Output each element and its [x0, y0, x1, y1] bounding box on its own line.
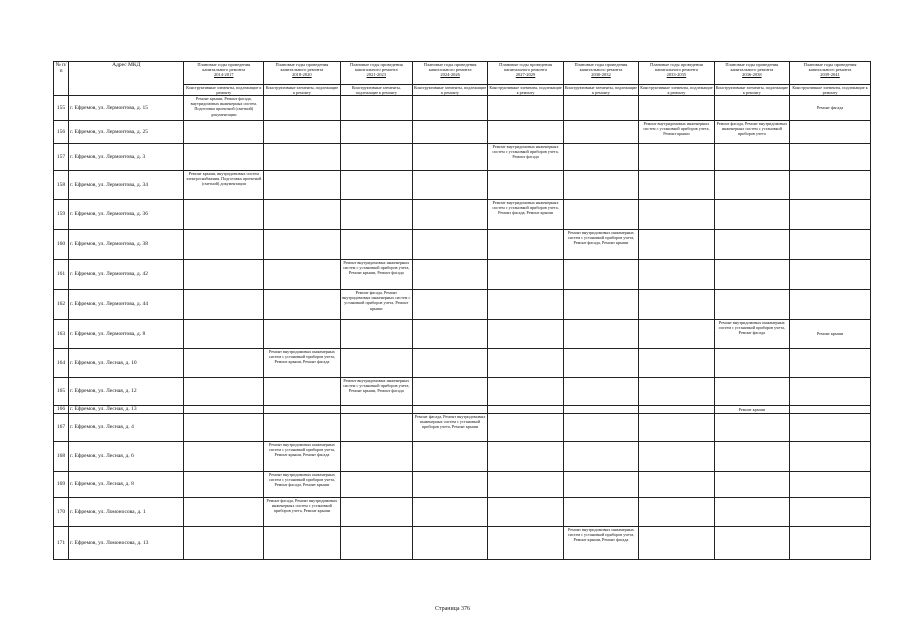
work-cell — [184, 472, 264, 498]
work-cell — [340, 200, 412, 230]
header-period-years: 2018-2020 — [292, 72, 312, 77]
work-cell — [264, 414, 341, 442]
header-subtitle: Конструктивные элементы, подлежащие к ремонту — [184, 85, 264, 96]
work-cell — [714, 260, 789, 290]
table-row — [54, 378, 871, 406]
table-row — [54, 260, 871, 290]
table-row — [54, 498, 871, 527]
work-cell — [714, 378, 789, 406]
work-cell — [412, 527, 487, 560]
work-cell — [714, 200, 789, 230]
row-number: 162 — [54, 290, 69, 320]
work-cell — [488, 320, 563, 349]
work-cell — [714, 498, 789, 527]
row-address: г. Ефремов, ул. Ломоносова, д. 13 — [69, 527, 184, 560]
work-cell — [184, 200, 264, 230]
work-cell: Ремонт внутридомовых инженерных систем с установкой приборов учета, Ремонт крыши, Ремонт фасада — [264, 349, 341, 378]
work-cell: Ремонт внутридомовых инженерных систем с установкой приборов учета, Ремонт фасада — [714, 320, 789, 349]
work-cell — [412, 442, 487, 472]
table-row — [54, 121, 871, 144]
work-cell — [340, 527, 412, 560]
work-cell — [340, 406, 412, 414]
work-cell — [412, 378, 487, 406]
page-number: Страница 376 — [434, 606, 471, 612]
header-period-label: Плановые годы проведения капитального ремонта — [499, 62, 552, 72]
work-cell: Ремонт внутридомовых инженерных систем с установкой приборов учета, Ремонт фасада, Ремонт крыши — [563, 230, 638, 260]
work-cell — [563, 260, 638, 290]
row-address: г. Ефремов, ул. Лермонтова, д. 42 — [69, 260, 184, 290]
work-cell — [488, 230, 563, 260]
work-cell — [563, 378, 638, 406]
header-period-label: Плановые годы проведения капитального ремонта — [803, 62, 857, 72]
work-cell — [184, 260, 264, 290]
work-cell — [412, 96, 487, 121]
work-cell — [488, 171, 563, 200]
work-cell — [488, 498, 563, 527]
work-cell — [790, 406, 871, 414]
work-cell — [714, 414, 789, 442]
work-cell — [563, 171, 638, 200]
row-number: 155 — [54, 96, 69, 121]
work-cell — [184, 144, 264, 171]
header-period-label: Плановые годы проведения капитального ремонта — [725, 62, 779, 72]
header-subtitle: Конструктивные элементы, подлежащие к ремонту — [264, 85, 341, 96]
header-period-years: 2033-2035 — [666, 72, 687, 77]
row-address: г. Ефремов, ул. Лермонтова, д. 3 — [69, 144, 184, 171]
work-cell: Ремонт внутридомовых инженерных систем с установкой приборов учета, Ремонт крыши, Ремонт фасада — [563, 527, 638, 560]
work-cell — [563, 121, 638, 144]
work-cell — [340, 349, 412, 378]
work-cell: Ремонт крыши, Ремонт фасада, внутридомовых инженерных систем. Подготовка проектной (сметной) документации — [184, 96, 264, 121]
row-address: г. Ефремов, ул. Лермонтова, д. 25 — [69, 121, 184, 144]
work-cell — [264, 144, 341, 171]
work-cell — [488, 406, 563, 414]
header-subtitle: Конструктивные элементы, подлежащие к ремонту — [640, 85, 713, 95]
work-cell — [264, 378, 341, 406]
row-number: 164 — [54, 349, 69, 378]
work-cell — [563, 498, 638, 527]
header-period-2021-2023 — [340, 62, 412, 85]
table-row — [54, 171, 871, 200]
work-cell — [563, 200, 638, 230]
header-period-label: Плановые годы проведения капитального ремонта — [197, 62, 251, 72]
work-cell — [488, 260, 563, 290]
table-row — [54, 414, 871, 442]
work-cell — [184, 378, 264, 406]
work-cell — [340, 442, 412, 472]
work-cell — [412, 200, 487, 230]
work-cell — [264, 96, 341, 121]
header-address: Адрес МКД — [69, 62, 184, 96]
work-cell — [264, 171, 341, 200]
work-cell — [488, 290, 563, 320]
work-cell — [790, 144, 871, 171]
work-cell: Ремонт фасада — [790, 96, 871, 121]
row-number: 156 — [54, 121, 69, 144]
header-num: № п/п — [54, 62, 69, 96]
work-cell — [184, 406, 264, 414]
header-period-2027-2029 — [488, 62, 563, 85]
work-cell — [639, 96, 714, 121]
work-cell — [412, 472, 487, 498]
work-cell — [790, 349, 871, 378]
work-cell — [184, 230, 264, 260]
row-number: 165 — [54, 378, 69, 406]
header-subtitle: Конструктивные элементы, подлежащие к ремонту — [413, 85, 487, 95]
work-cell — [639, 472, 714, 498]
work-cell — [714, 472, 789, 498]
work-cell — [790, 498, 871, 527]
work-cell — [184, 349, 264, 378]
work-cell — [264, 527, 341, 560]
header-period-label: Плановые годы проведения капитального ремонта — [574, 62, 628, 72]
header-period-2024-2026 — [412, 62, 487, 85]
work-cell — [264, 200, 341, 230]
work-cell — [639, 320, 714, 349]
work-cell — [412, 498, 487, 527]
work-cell — [488, 414, 563, 442]
work-cell — [639, 414, 714, 442]
work-cell — [488, 378, 563, 406]
work-cell — [412, 121, 487, 144]
work-cell — [340, 171, 412, 200]
header-period-2030-2032 — [563, 62, 638, 85]
row-number: 157 — [54, 144, 69, 171]
header-period-2033-2035 — [639, 62, 714, 85]
row-address: г. Ефремов, ул. Лермонтова, д. 44 — [69, 290, 184, 320]
header-period-years: 2039-2041 — [820, 72, 840, 77]
work-cell: Ремонт внутридомовых инженерных систем с установкой приборов учета, Ремонт крыши, Ремонт фасада — [340, 378, 412, 406]
work-cell — [340, 498, 412, 527]
header-period-label: Плановые годы проведения капитального ремонта — [275, 62, 329, 72]
work-cell — [639, 349, 714, 378]
row-address: г. Ефремов, ул. Лермонтова, д. 38 — [69, 230, 184, 260]
work-cell — [790, 200, 871, 230]
row-address: г. Ефремов, ул. Лермонтова, д. 8 — [69, 320, 184, 349]
row-address: г. Ефремов, ул. Лесная, д. 10 — [69, 349, 184, 378]
work-cell — [488, 527, 563, 560]
work-cell — [264, 406, 341, 414]
work-cell — [790, 290, 871, 320]
work-cell — [264, 230, 341, 260]
work-cell — [264, 121, 341, 144]
work-cell: Ремонт внутридомовых инженерных систем с установкой приборов учета, Ремонт фасада, Ремонт крыши — [488, 200, 563, 230]
table-row — [54, 406, 871, 414]
work-cell — [412, 230, 487, 260]
work-cell — [639, 498, 714, 527]
work-cell: Ремонт внутридомовых инженерных систем с установкой приборов учета, Ремонт фасада — [488, 144, 563, 171]
work-cell — [563, 472, 638, 498]
work-cell — [714, 290, 789, 320]
work-cell — [639, 260, 714, 290]
header-subtitle: Конструктивные элементы, подлежащие к ремонту — [489, 85, 562, 95]
row-number: 159 — [54, 200, 69, 230]
work-cell — [488, 96, 563, 121]
work-cell — [340, 320, 412, 349]
table-row — [54, 96, 871, 121]
row-number: 171 — [54, 527, 69, 560]
work-cell — [639, 290, 714, 320]
work-cell — [563, 320, 638, 349]
work-cell — [714, 527, 789, 560]
work-cell — [790, 414, 871, 442]
work-cell — [639, 171, 714, 200]
work-cell — [340, 472, 412, 498]
table-row — [54, 442, 871, 472]
work-cell: Ремонт крыши — [790, 320, 871, 349]
header-period-years: 2030-2032 — [591, 72, 611, 77]
work-cell — [488, 121, 563, 144]
row-number: 163 — [54, 320, 69, 349]
work-cell — [563, 96, 638, 121]
work-cell: Ремонт фасада, Ремонт внутридомовых инженерных систем с установкой приборов учета, Ремонт крыши — [412, 414, 487, 442]
work-cell — [563, 290, 638, 320]
work-cell — [639, 442, 714, 472]
header-period-2018-2020 — [264, 62, 341, 85]
work-cell — [264, 290, 341, 320]
row-number: 168 — [54, 442, 69, 472]
row-number: 170 — [54, 498, 69, 527]
work-cell: Ремонт внутридомовых инженерных систем с установкой приборов учета, Ремонт крыши, Ремонт фасада — [340, 260, 412, 290]
work-cell — [563, 414, 638, 442]
table-row — [54, 527, 871, 560]
work-cell — [340, 96, 412, 121]
header-period-years: 2027-2029 — [515, 72, 536, 77]
header-subtitle: Конструктивные элементы, подлежащие к ремонту — [564, 85, 638, 95]
work-cell — [714, 171, 789, 200]
header-period-2014-2017 — [184, 62, 264, 85]
row-number: 167 — [54, 414, 69, 442]
row-address: г. Ефремов, ул. Лесная, д. 13 — [69, 406, 184, 414]
work-cell — [790, 260, 871, 290]
work-cell — [714, 349, 789, 378]
header-period-label: Плановые годы проведения капитального ремонта — [649, 62, 703, 72]
header-period-years: 2024-2026 — [440, 72, 460, 77]
work-cell — [412, 260, 487, 290]
work-cell: Ремонт фасада, Ремонт внутридомовых инженерных систем с установкой приборов учета, Ремонт крыши — [264, 498, 341, 527]
header-period-years: 2021-2023 — [366, 72, 387, 77]
header-period-label: Плановые годы проведения капитального ремонта — [349, 62, 403, 72]
work-cell — [790, 442, 871, 472]
row-address: г. Ефремов, ул. Лесная, д. 4 — [69, 414, 184, 442]
work-cell — [184, 320, 264, 349]
work-cell: Ремонт фасада, Ремонт внутридомовых инженерных систем с установкой приборов учета — [714, 121, 789, 144]
repair-schedule-table — [53, 61, 871, 560]
work-cell — [790, 121, 871, 144]
table-row — [54, 230, 871, 260]
work-cell — [563, 406, 638, 414]
header-subtitle: Конструктивные элементы, подлежащие к ремонту — [715, 85, 788, 95]
work-cell — [714, 230, 789, 260]
work-cell — [340, 414, 412, 442]
work-cell — [340, 230, 412, 260]
row-number: 158 — [54, 171, 69, 200]
header-subtitle: Конструктивные элементы, подлежащие к ремонту — [790, 85, 871, 96]
header-period-2036-2038 — [714, 62, 789, 85]
row-address: г. Ефремов, ул. Лесная, д. 8 — [69, 472, 184, 498]
work-cell — [714, 442, 789, 472]
header-period-years: 2036-2038 — [742, 72, 762, 77]
work-cell — [639, 200, 714, 230]
work-cell — [639, 406, 714, 414]
work-cell — [488, 442, 563, 472]
header-period-years: 2014-2017 — [214, 72, 234, 77]
work-cell — [639, 527, 714, 560]
table-row — [54, 290, 871, 320]
row-address: г. Ефремов, ул. Лесная, д. 12 — [69, 378, 184, 406]
row-address: г. Ефремов, ул. Лермонтова, д. 36 — [69, 200, 184, 230]
work-cell — [563, 349, 638, 378]
work-cell — [563, 442, 638, 472]
work-cell — [714, 96, 789, 121]
work-cell — [790, 527, 871, 560]
work-cell — [264, 320, 341, 349]
row-number: 166 — [54, 406, 69, 414]
work-cell — [790, 171, 871, 200]
row-number: 160 — [54, 230, 69, 260]
work-cell — [340, 121, 412, 144]
work-cell — [184, 442, 264, 472]
work-cell — [184, 121, 264, 144]
row-number: 169 — [54, 472, 69, 498]
work-cell — [790, 230, 871, 260]
header-subtitle: Конструктивные элементы, подлежащие к ремонту — [340, 85, 412, 96]
work-cell — [412, 171, 487, 200]
header-period-label: Плановые годы проведения капитального ремонта — [423, 62, 477, 72]
work-cell — [790, 472, 871, 498]
row-address: г. Ефремов, ул. Лермонтова, д. 34 — [69, 171, 184, 200]
work-cell: Ремонт внутридомовых инженерных систем с установкой приборов учета, Ремонт фасада, Ремонт крыши — [264, 472, 341, 498]
work-cell — [412, 144, 487, 171]
row-address: г. Ефремов, ул. Лесная, д. 6 — [69, 442, 184, 472]
work-cell — [412, 406, 487, 414]
work-cell — [184, 290, 264, 320]
work-cell — [488, 472, 563, 498]
work-cell — [264, 260, 341, 290]
work-cell — [340, 144, 412, 171]
table-row — [54, 472, 871, 498]
work-cell: Ремонт внутридомовых инженерных систем с установкой приборов учета, Ремонт крыши — [639, 121, 714, 144]
work-cell — [184, 527, 264, 560]
row-address: г. Ефремов, ул. Ломоносова, д. 1 — [69, 498, 184, 527]
header-period-2039-2041 — [790, 62, 871, 85]
work-cell — [639, 230, 714, 260]
work-cell — [639, 378, 714, 406]
work-cell — [412, 349, 487, 378]
work-cell — [412, 320, 487, 349]
table-row — [54, 200, 871, 230]
table-row — [54, 144, 871, 171]
work-cell: Ремонт крыши — [714, 406, 789, 414]
work-cell — [714, 144, 789, 171]
work-cell: Ремонт внутридомовых инженерных систем с установкой приборов учета, Ремонт крыши, Ремонт фасада — [264, 442, 341, 472]
work-cell — [184, 414, 264, 442]
row-address: г. Ефремов, ул. Лермонтова, д. 15 — [69, 96, 184, 121]
row-number: 161 — [54, 260, 69, 290]
work-cell — [184, 498, 264, 527]
work-cell — [639, 144, 714, 171]
table-row — [54, 349, 871, 378]
work-cell — [488, 349, 563, 378]
work-cell — [790, 378, 871, 406]
work-cell — [563, 144, 638, 171]
table-row — [54, 320, 871, 349]
work-cell: Ремонт фасада, Ремонт внутридомовых инженерных систем с установкой приборов учета, Ремонт крыши — [340, 290, 412, 320]
work-cell: Ремонт крыши, внутридомовых систем электроснабжения. Подготовка проектной (сметной) документации — [184, 171, 264, 200]
work-cell — [412, 290, 487, 320]
